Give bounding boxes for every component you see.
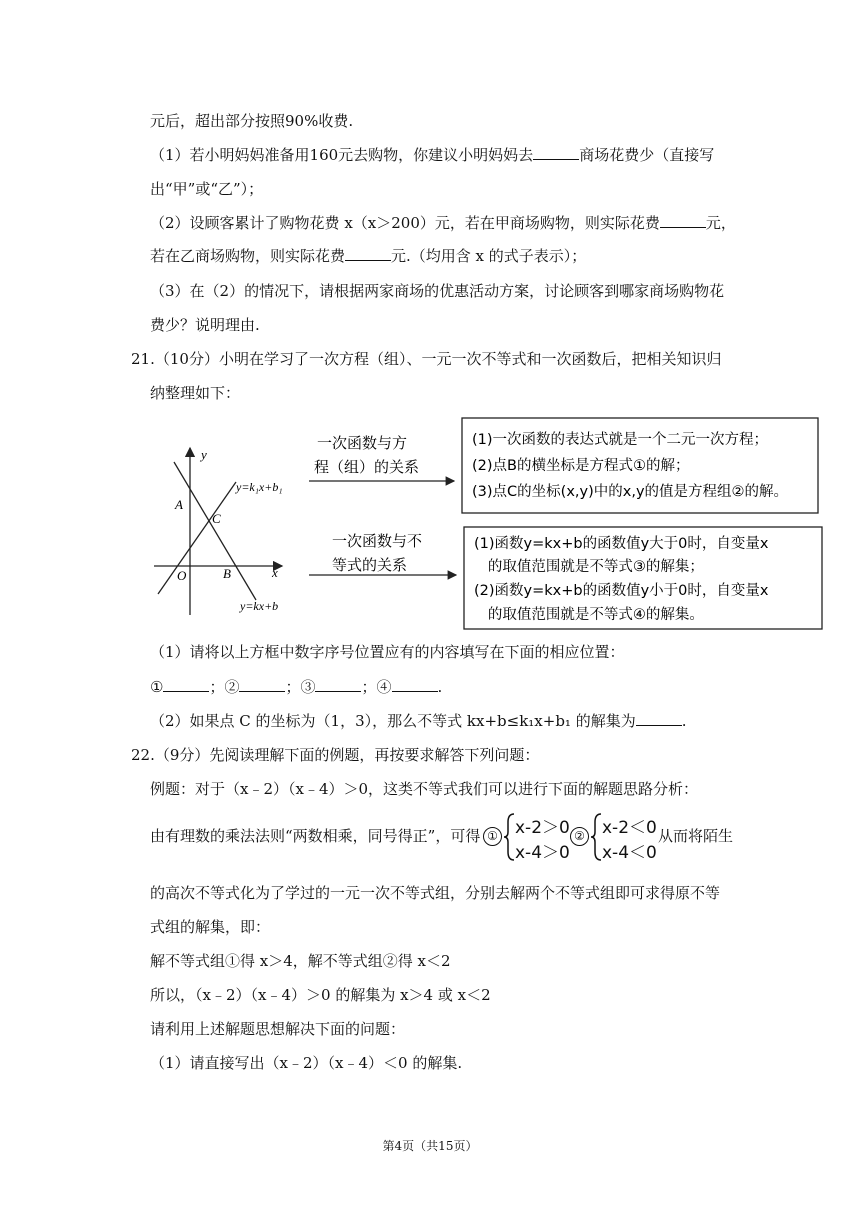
box1-item-1: (1)一次函数的表达式就是一个二元一次方程；	[472, 432, 769, 448]
point-c-label: C	[212, 511, 221, 526]
q22-so: 所以，（x﹣2）（x﹣4）＞0 的解集为 x＞4 或 x＜2	[150, 986, 491, 1004]
q22-solve: 解不等式组①得 x＞4，解不等式组②得 x＜2	[150, 952, 451, 970]
system-1-eq1: x-2＞0	[515, 818, 570, 838]
arrow1-label-2: 程（组）的关系	[314, 458, 420, 476]
line1-label: y=k₁x+b₁	[236, 480, 283, 494]
system-1-eq2: x-4＞0	[515, 843, 570, 863]
brace-2	[590, 812, 602, 862]
q20-part1: （1）若小明妈妈准备用160元去购物，你建议小明妈妈去 商场花费少（直接写	[150, 146, 715, 164]
q22-rule-b: 从而将陌生	[658, 827, 734, 845]
box2-item-3: (2)函数y=kx+b的函数值y小于0时，自变量x	[474, 583, 769, 599]
q22-part1: （1）请直接写出（x﹣2）（x﹣4）＜0 的解集.	[150, 1054, 463, 1072]
arrow2-label-2: 等式的关系	[332, 556, 408, 574]
y-axis-label: y	[201, 447, 207, 462]
q21-answer-blanks: ① ；② ；③ ；④ .	[150, 678, 443, 696]
arrow2-label-1: 一次函数与不	[332, 532, 423, 550]
circle-2: ②	[570, 827, 589, 846]
q22-rule-a: 由有理数的乘法法则“两数相乘，同号得正”，可得	[150, 827, 481, 845]
box1-item-2: (2)点B的横坐标是方程式①的解；	[472, 458, 690, 474]
box2-item-2: 的取值范围就是不等式③的解集；	[474, 559, 704, 575]
q20-part2-cont: 若在乙商场购物，则实际花费 元.（均用含 x 的式子表示）；	[150, 247, 587, 265]
box2-item-4: 的取值范围就是不等式④的解集。	[474, 607, 704, 623]
text-line: 费少？说明理由.	[150, 316, 260, 334]
origin-label: O	[177, 568, 187, 583]
q22-title: 22.（9分）先阅读理解下面的例题，再按要求解答下列问题：	[131, 746, 540, 764]
q21-part1: （1）请将以上方框中数字序号位置应有的内容填写在下面的相应位置：	[150, 643, 625, 661]
x-axis-label: x	[272, 565, 278, 580]
q22-please: 请利用上述解题思想解决下面的问题：	[150, 1020, 406, 1038]
brace-1	[503, 812, 515, 862]
text-line: 元后，超出部分按照90%收费.	[150, 112, 354, 130]
box1-item-3: (3)点C的坐标(x,y)中的x,y的值是方程组②的解。	[472, 484, 789, 500]
text-line: （3）在（2）的情况下，请根据两家商场的优惠活动方案，讨论顾客到哪家商场购物花	[150, 282, 725, 300]
page-footer: 第4页（共15页）	[382, 1139, 478, 1153]
arrow1-label-1: 一次函数与方	[317, 434, 408, 452]
point-b-label: B	[223, 566, 231, 581]
q22-line-b: 式组的解集，即：	[150, 918, 271, 936]
knowledge-diagram	[144, 410, 834, 630]
text-line: 纳整理如下：	[150, 384, 241, 402]
box2-item-1: (1)函数y=kx+b的函数值y大于0时，自变量x	[474, 536, 769, 552]
line2-label: y=kx+b	[240, 599, 279, 613]
text-line: 出“甲”或“乙”）；	[150, 180, 264, 198]
q22-line-a: 的高次不等式化为了学过的一元一次不等式组，分别去解两个不等式组即可求得原不等	[150, 884, 721, 902]
q22-example: 例题：对于（x﹣2）（x﹣4）＞0，这类不等式我们可以进行下面的解题思路分析：	[150, 780, 699, 798]
circle-1: ①	[483, 827, 502, 846]
point-a-label: A	[175, 497, 183, 512]
q21-title: 21.（10分）小明在学习了一次方程（组）、一元一次不等式和一次函数后，把相关知识归	[131, 350, 722, 368]
q21-part2: （2）如果点 C 的坐标为（1，3），那么不等式 kx+b≤k₁x+b₁ 的解集为 .	[150, 712, 687, 730]
system-2-eq2: x-4＜0	[602, 843, 657, 863]
q20-part2: （2）设顾客累计了购物花费 x（x＞200）元，若在甲商场购物，则实际花费 元，	[150, 214, 736, 232]
system-2-eq1: x-2＜0	[602, 818, 657, 838]
